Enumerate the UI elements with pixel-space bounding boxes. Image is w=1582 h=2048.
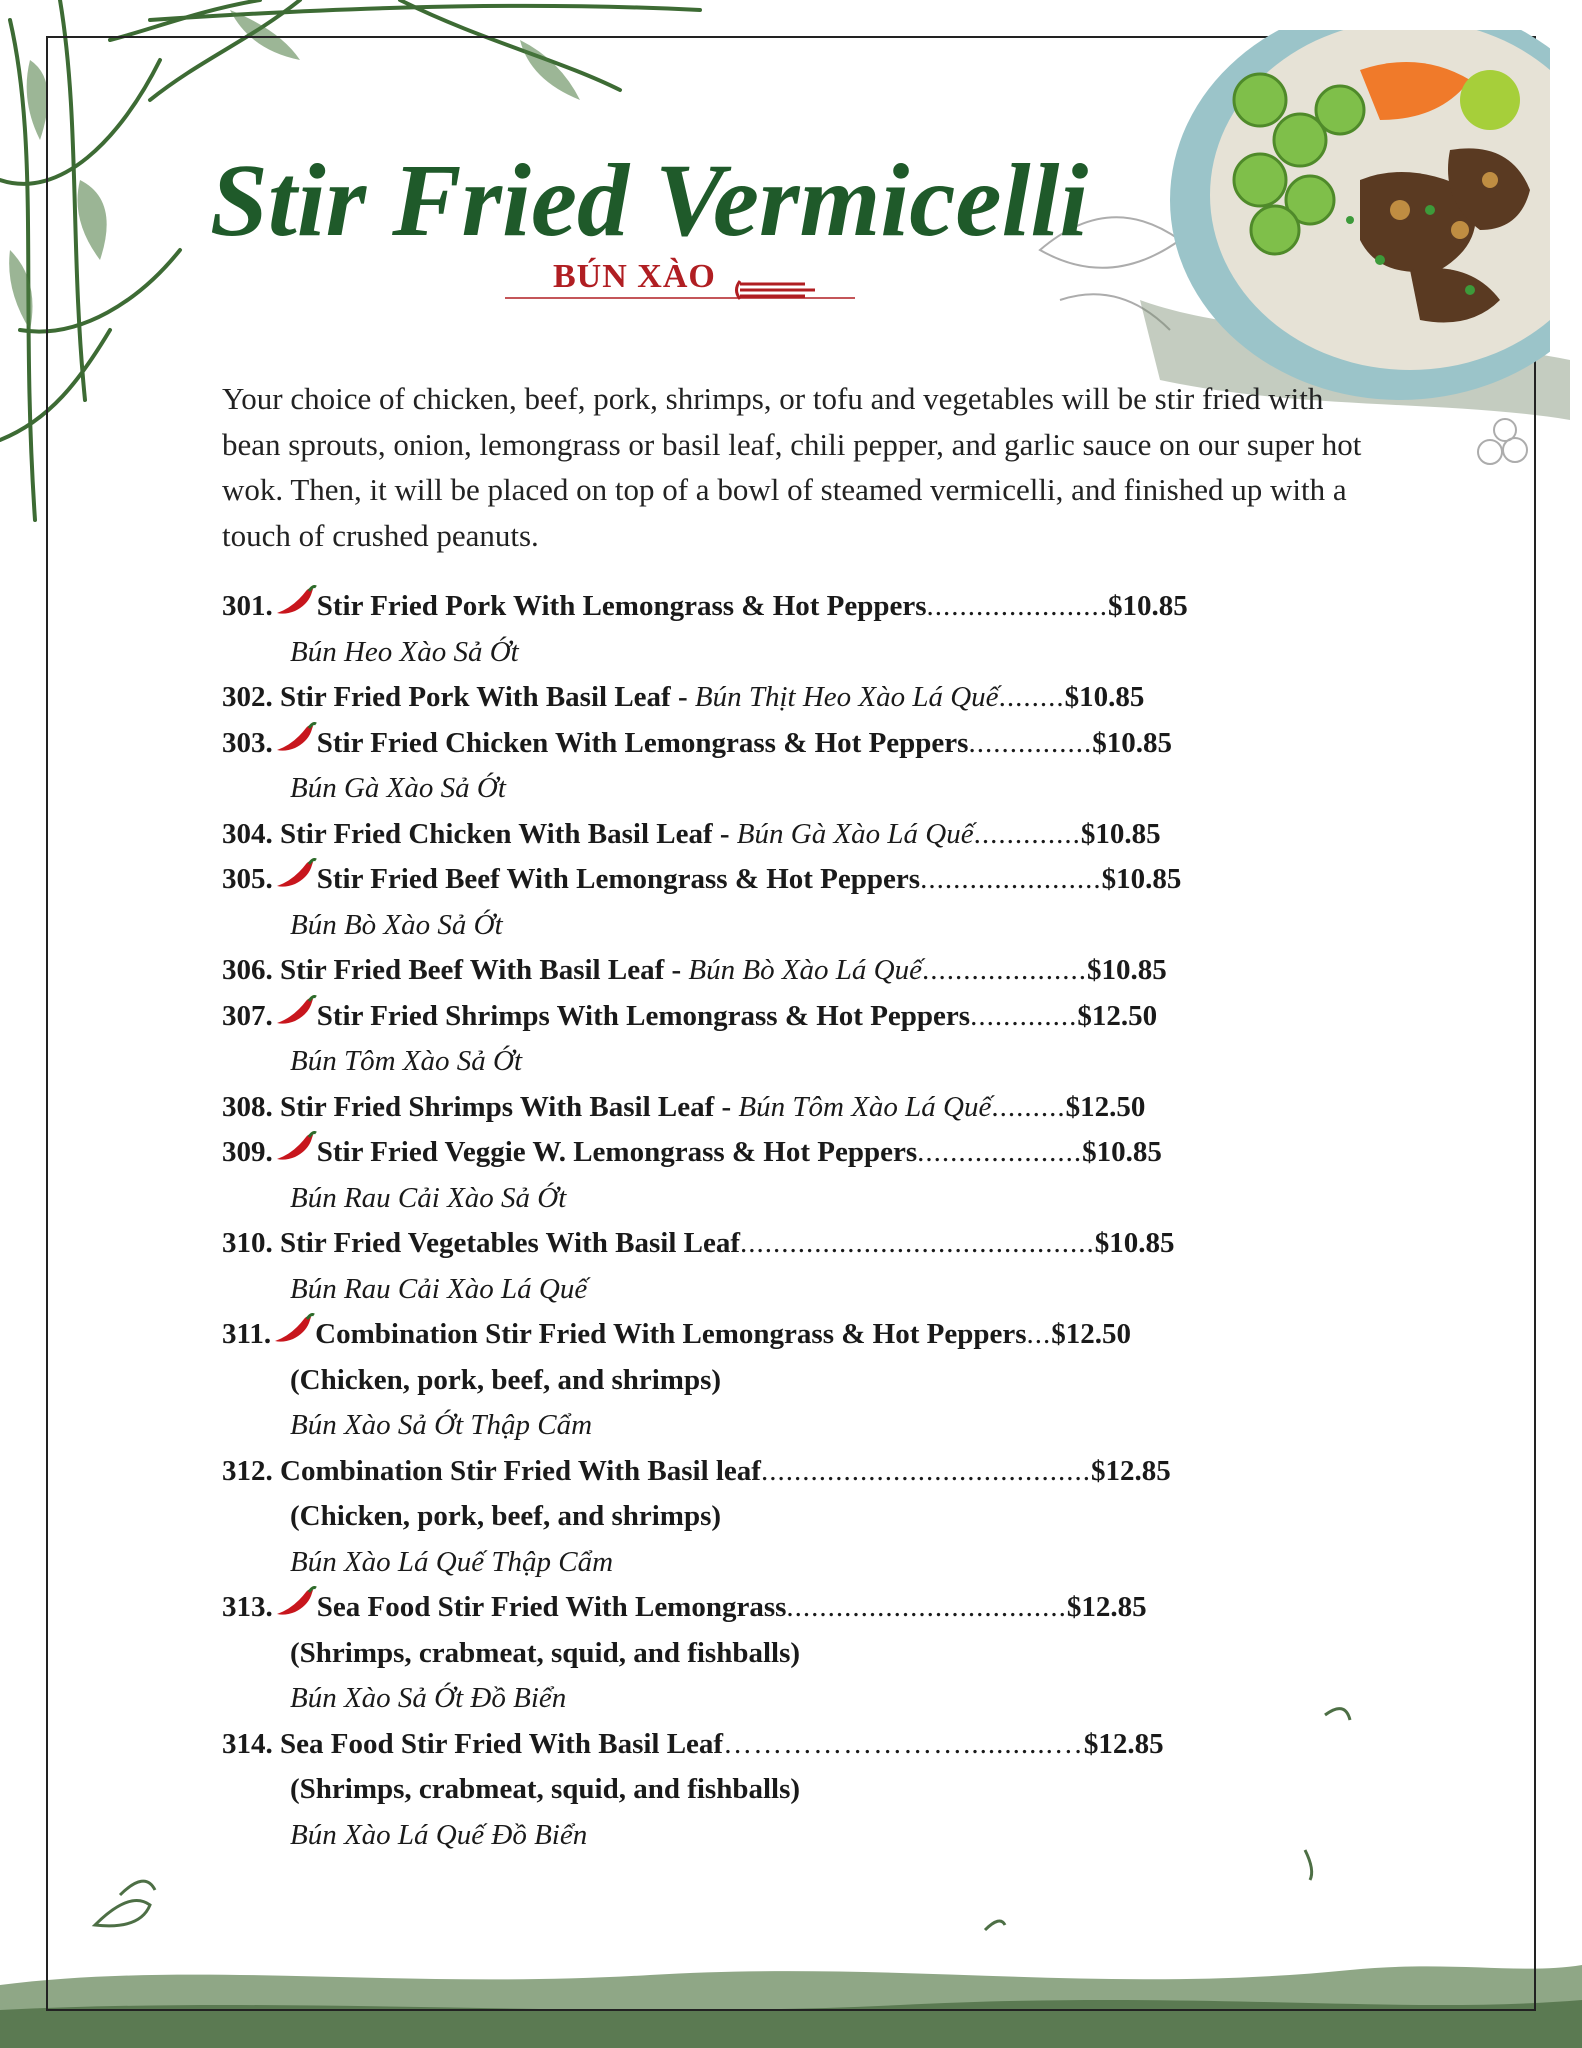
menu-item-308 xyxy=(222,1085,1322,1131)
item-price: $12.50 xyxy=(1065,1090,1146,1123)
item-number: 310. xyxy=(222,1227,273,1259)
item-ingredients: (Shrimps, crabmeat, squid, and fishballs) xyxy=(290,1636,801,1669)
menu-item-306 xyxy=(222,948,1322,994)
title-text: Stir Fried Vermicelli xyxy=(210,143,1089,258)
chili-pepper-icon xyxy=(273,1131,317,1165)
item-viet-name: Bún Tôm Xào Lá Quế xyxy=(738,1090,992,1123)
item-number: 309. xyxy=(222,1136,273,1168)
item-price: $12.85 xyxy=(1083,1727,1164,1760)
item-viet-name: Bún Thịt Heo Xào Lá Quế xyxy=(694,681,999,713)
menu-item-312 xyxy=(222,1449,1322,1495)
item-number: 307. xyxy=(222,999,273,1032)
item-number: 311. xyxy=(222,1318,272,1350)
item-number: 312. xyxy=(222,1454,273,1487)
item-name: Stir Fried Chicken With Lemongrass & Hot Peppers xyxy=(316,726,969,759)
menu-item-310 xyxy=(222,1221,1322,1267)
menu-item-301 xyxy=(222,584,1322,630)
item-price: $10.85 xyxy=(1082,1136,1162,1168)
item-name: Stir Fried Veggie W. Lemongrass & Hot Peppers xyxy=(316,1136,918,1168)
item-name: Stir Fried Pork With Basil Leaf - xyxy=(280,681,695,713)
leader-dots: ............... xyxy=(968,726,1093,759)
leader-dots: ............. xyxy=(970,999,1078,1032)
page-subtitle: BÚN XÀO xyxy=(553,258,716,295)
leader-dots: .................... xyxy=(917,1136,1083,1168)
item-name: Stir Fried Vegetables With Basil Leaf xyxy=(280,1227,740,1259)
menu-item-314 xyxy=(222,1722,1322,1768)
item-viet-name: Bún Xào Lá Quế Đồ Biển xyxy=(290,1818,588,1851)
item-price: $12.50 xyxy=(1077,999,1158,1032)
item-viet-name: Bún Gà Xào Lá Quế xyxy=(736,817,974,850)
leader-dots: ... xyxy=(1026,1318,1052,1350)
item-number: 314. xyxy=(222,1727,273,1760)
item-name: Stir Fried Shrimps With Basil Leaf - xyxy=(280,1090,739,1123)
item-price: $12.85 xyxy=(1090,1454,1171,1487)
item-ingredients: (Chicken, pork, beef, and shrimps) xyxy=(290,1363,722,1396)
item-name: Stir Fried Pork With Lemongrass & Hot Peppers xyxy=(316,590,927,622)
vermicelli-bowl-image xyxy=(1110,30,1550,400)
menu-item-303 xyxy=(222,721,1322,767)
item-name: Combination Stir Fried With Basil leaf xyxy=(280,1454,761,1487)
menu-list xyxy=(222,584,1322,1858)
item-viet-name: Bún Xào Sả Ớt Đồ Biển xyxy=(290,1682,567,1714)
item-price: $10.85 xyxy=(1094,1227,1175,1259)
menu-item-302 xyxy=(222,675,1322,721)
item-name: Stir Fried Beef With Lemongrass & Hot Peppers xyxy=(316,863,921,895)
item-name: Stir Fried Shrimps With Lemongrass & Hot Peppers xyxy=(316,999,971,1032)
item-name: Sea Food Stir Fried With Lemongrass xyxy=(316,1591,787,1623)
item-viet-name: Bún Xào Sả Ớt Thập Cẩm xyxy=(290,1409,593,1441)
chili-pepper-icon xyxy=(273,858,317,892)
item-viet-name: Bún Heo Xào Sả Ớt xyxy=(290,635,519,668)
chili-pepper-icon xyxy=(273,585,317,619)
leader-dots: .................................. xyxy=(786,1591,1067,1623)
menu-item-309 xyxy=(222,1130,1322,1176)
item-price: $10.85 xyxy=(1108,590,1188,622)
item-name: Sea Food Stir Fried With Basil Leaf xyxy=(280,1727,724,1760)
menu-item-304 xyxy=(222,812,1322,858)
menu-item-313 xyxy=(222,1585,1322,1631)
item-viet-name: Bún Gà Xào Sả Ớt xyxy=(290,772,506,804)
item-name: Stir Fried Beef With Basil Leaf - xyxy=(280,954,689,986)
item-viet-name: Bún Xào Lá Quế Thập Cẩm xyxy=(290,1545,614,1578)
item-price: $10.85 xyxy=(1064,681,1145,713)
item-number: 306. xyxy=(222,954,273,986)
chili-pepper-icon xyxy=(273,1586,317,1620)
leader-dots: ........................................ xyxy=(760,1454,1091,1487)
item-viet-name: Bún Bò Xào Lá Quế xyxy=(688,954,922,986)
item-price: $12.50 xyxy=(1051,1318,1131,1350)
item-price: $10.85 xyxy=(1087,954,1167,986)
item-ingredients: (Shrimps, crabmeat, squid, and fishballs) xyxy=(290,1773,801,1805)
item-name: Stir Fried Chicken With Basil Leaf - xyxy=(280,817,737,850)
item-number: 308. xyxy=(222,1090,273,1123)
item-number: 304. xyxy=(222,817,273,850)
item-viet-name: Bún Rau Cải Xào Lá Quế xyxy=(290,1272,588,1305)
item-ingredients: (Chicken, pork, beef, and shrimps) xyxy=(290,1500,722,1532)
menu-item-305 xyxy=(222,857,1322,903)
item-viet-name: Bún Tôm Xào Sả Ớt xyxy=(290,1045,522,1077)
leader-dots: ...................... xyxy=(926,590,1109,622)
item-price: $10.85 xyxy=(1101,863,1182,895)
chili-pepper-icon xyxy=(271,1313,315,1347)
leader-dots: ........................................... xyxy=(740,1227,1095,1259)
menu-item-311 xyxy=(222,1312,1322,1358)
item-number: 302. xyxy=(222,681,273,713)
item-number: 313. xyxy=(222,1591,273,1623)
chili-pepper-icon xyxy=(273,722,317,756)
item-price: $10.85 xyxy=(1092,726,1172,759)
intro-description: Your choice of chicken, beef, pork, shrimps, or tofu and vegetables will be stir fried with bean sprouts, onion, lemongrass or basil leaf, chili pepper, and garlic sauce on our super hot wok. Then, it will be placed on top of a bowl of steamed vermicelli, and finished up with a touch of crushed peanuts. xyxy=(222,381,1362,553)
leader-dots: ......... xyxy=(991,1090,1066,1123)
leader-dots: ........ xyxy=(998,681,1065,713)
item-name: Combination Stir Fried With Lemongrass & Hot Peppers xyxy=(315,1318,1027,1350)
item-number: 305. xyxy=(222,863,273,895)
leader-dots: ...................... xyxy=(920,863,1102,895)
chili-pepper-icon xyxy=(273,995,317,1029)
page-title xyxy=(210,130,1110,260)
leader-dots: ……………………...........… xyxy=(723,1727,1084,1760)
leader-dots: ............. xyxy=(973,817,1081,850)
item-number: 301. xyxy=(222,590,273,622)
menu-item-307 xyxy=(222,994,1322,1040)
item-viet-name: Bún Bò Xào Sả Ớt xyxy=(290,908,503,941)
leader-dots: .................... xyxy=(922,954,1087,986)
item-price: $12.85 xyxy=(1066,1591,1147,1623)
item-viet-name: Bún Rau Cải Xào Sả Ớt xyxy=(290,1181,567,1214)
item-number: 303. xyxy=(222,726,273,759)
item-price: $10.85 xyxy=(1080,817,1161,850)
